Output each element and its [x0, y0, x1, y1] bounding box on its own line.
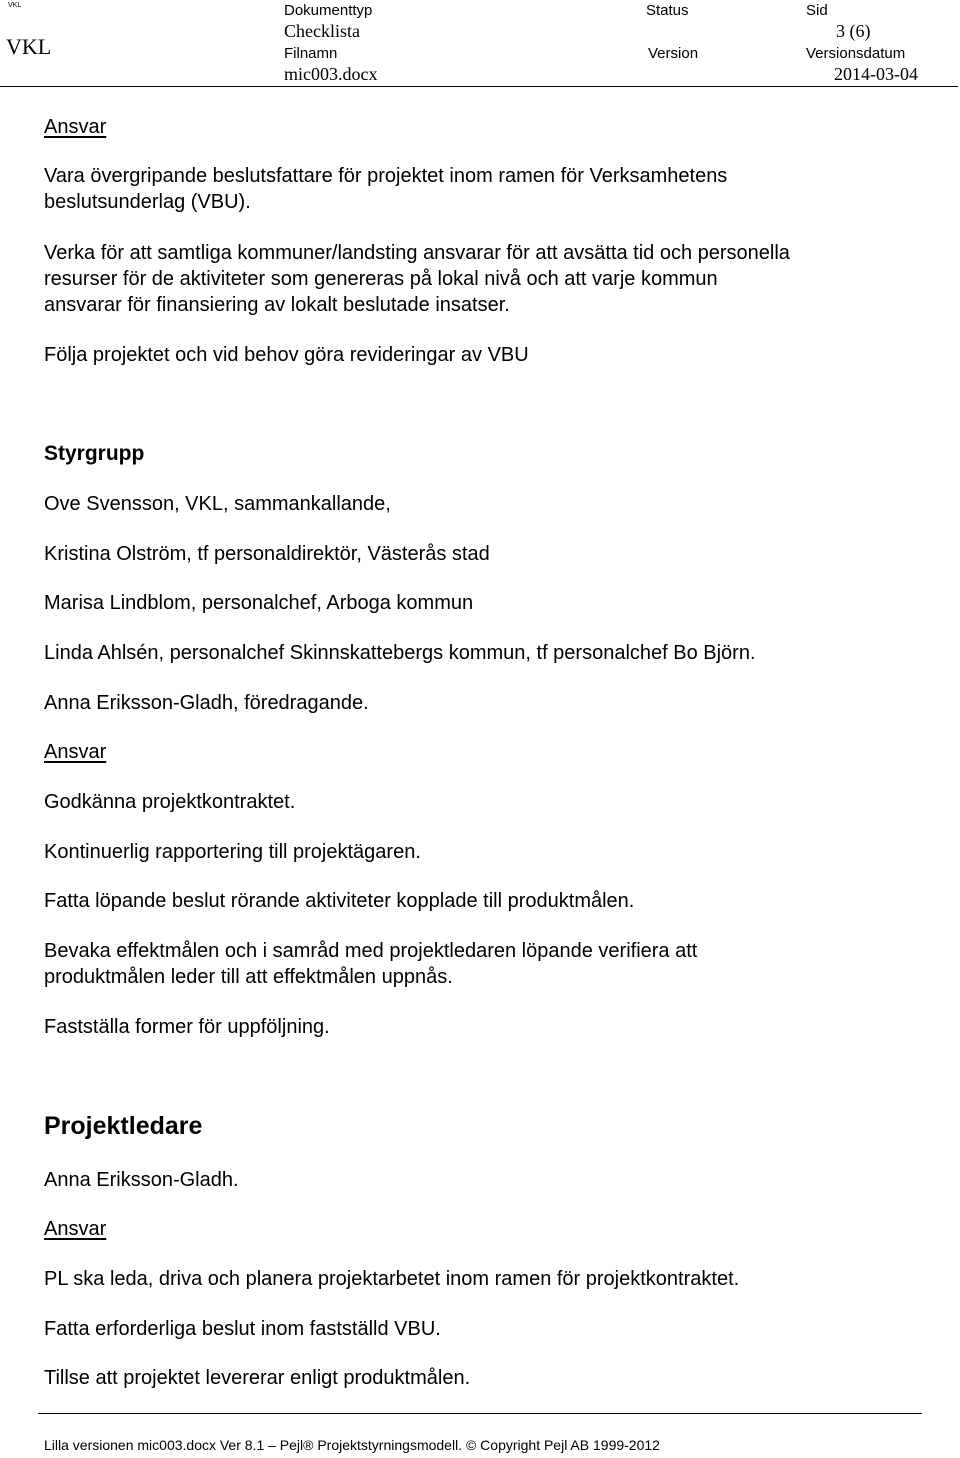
member-2: Kristina Olström, tf personaldirektör, Västerås stad — [44, 543, 490, 565]
header-rule — [0, 86, 958, 87]
member-1: Ove Svensson, VKL, sammankallande, — [44, 493, 391, 515]
responsibility-3: Fatta löpande beslut rörande aktiviteter kopplade till produktmålen. — [44, 890, 635, 912]
member-5: Anna Eriksson-Gladh, föredragande. — [44, 692, 369, 714]
ansvar-heading: Ansvar — [44, 116, 107, 138]
paragraph-3: Följa projektet och vid behov göra revideringar av VBU — [44, 344, 529, 366]
styrgrupp-heading: Styrgrupp — [44, 442, 145, 465]
member-3: Marisa Lindblom, personalchef, Arboga kommun — [44, 592, 474, 614]
version-date-label: Versionsdatum — [806, 45, 906, 62]
paragraph-1-line-1: Vara övergripande beslutsfattare för projektet inom ramen för Verksamhetens — [44, 165, 728, 187]
responsibility-4-line-1: Bevaka effektmålen och i samråd med projektledaren löpande verifiera att — [44, 940, 698, 962]
project-manager-name: Anna Eriksson-Gladh. — [44, 1169, 239, 1191]
paragraph-2-line-1: Verka för att samtliga kommuner/landsting ansvarar för att avsätta tid och personella — [44, 242, 790, 264]
doc-type-label: Dokumenttyp — [284, 2, 373, 19]
logo: VKL — [6, 34, 52, 59]
page-number: 3 (6) — [836, 21, 871, 41]
paragraph-2-line-2: resurser för de aktiviteter som genereras på lokal nivå och att varje kommun — [44, 268, 718, 290]
member-4: Linda Ahlsén, personalchef Skinnskattebergs kommun, tf personalchef Bo Björn. — [44, 642, 756, 664]
paragraph-2-line-3: ansvarar för finansiering av lokalt beslutade insatser. — [44, 294, 510, 316]
responsibility-1: Godkänna projektkontraktet. — [44, 791, 296, 813]
pm-responsibility-1: PL ska leda, driva och planera projektarbetet inom ramen för projektkontraktet. — [44, 1268, 740, 1290]
responsibility-5: Fastställa former för uppföljning. — [44, 1016, 330, 1038]
footer-rule — [38, 1413, 922, 1414]
status-label: Status — [646, 2, 689, 19]
version-date-value: 2014-03-04 — [834, 64, 918, 84]
responsibility-4-line-2: produktmålen leder till att effektmålen uppnås. — [44, 966, 453, 988]
version-label: Version — [648, 45, 699, 62]
footer-text: Lilla versionen mic003.docx Ver 8.1 – Pejl® Projektstyrningsmodell. © Copyright Pejl AB 1999-2012 — [44, 1437, 660, 1453]
small-logo: VKL — [8, 2, 22, 9]
pm-responsibility-3: Tillse att projektet levererar enligt produktmålen. — [44, 1367, 471, 1389]
filename-label: Filnamn — [284, 45, 338, 62]
pm-responsibility-2: Fatta erforderliga beslut inom fastställd VBU. — [44, 1318, 441, 1340]
ansvar-heading: Ansvar — [44, 1218, 107, 1240]
projektledare-heading: Projektledare — [44, 1112, 203, 1140]
filename-value: mic003.docx — [284, 64, 378, 84]
page-label: Sid — [806, 2, 828, 19]
responsibility-2: Kontinuerlig rapportering till projektägaren. — [44, 841, 421, 863]
ansvar-heading: Ansvar — [44, 741, 107, 763]
paragraph-1-line-2: beslutsunderlag (VBU). — [44, 191, 251, 213]
doc-type-value: Checklista — [284, 21, 360, 41]
